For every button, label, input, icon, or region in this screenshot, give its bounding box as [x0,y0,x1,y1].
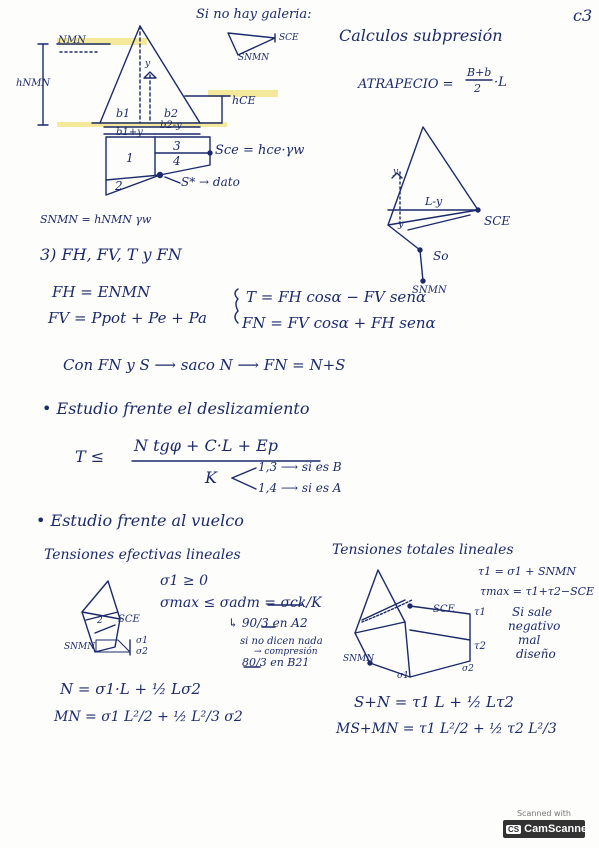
label-right-sce: SCE [433,604,455,615]
note-compresion: → compresión [254,647,318,657]
label-y-right-2: y [398,219,404,230]
label-hce: hCE [232,94,256,107]
camscanner-badge [503,809,592,839]
label-atrapecio-den: 2 [474,82,481,95]
note-b21: 80/3 en B21 [242,656,310,669]
label-atrapecio-num: B+b [467,66,492,79]
title-tensiones-efectivas: Tensiones efectivas lineales [44,547,241,563]
title-calculos-subpresion: Calculos subpresión [339,26,503,45]
eq-k: K [205,468,217,487]
label-sce-right: SCE [484,214,511,228]
eq-con-fn: Con FN y S ⟶ saco N ⟶ FN = N+S [63,356,346,374]
eq-n: N = σ1·L + ½ Lσ2 [60,680,201,698]
camscanner-brand-label: CamScanner [524,823,592,835]
eq-sigma-max: σmax ≤ σadm = σck/K [160,595,322,611]
eq-sigma1: σ1 ≥ 0 [160,573,209,589]
eq-k-1-4: 1,4 ⟶ si es A [258,481,342,495]
label-region-1: 1 [126,151,134,165]
label-b1: b1 [116,107,131,120]
scanned-with-label: Scanned with [516,809,572,818]
eq-tau1: τ1 = σ1 + SNMN [478,565,577,578]
heading-overturning: • Estudio frente al vuelco [36,511,244,530]
eq-fn: FN = FV cosα + FH senα [242,314,436,332]
eq-sliding-numerator: N tgφ + C·L + Ep [134,436,278,455]
eq-fv: FV = Ppot + Pe + Pa [48,309,207,327]
heading-section-3: 3) FH, FV, T y FN [40,245,182,264]
eq-s-plus-n: S+N = τ1 L + ½ Lτ2 [354,693,514,711]
label-right-t2: τ2 [474,641,486,652]
label-hnmm: hNMN [16,78,51,89]
label-region-3: 3 [173,139,181,153]
label-right-t1: τ1 [474,607,486,618]
label-y-right: y [393,167,399,177]
eq-tau-max: τmax = τ1+τ2−SCE [480,585,595,598]
corner-mark: c3 [573,6,593,25]
label-so: So [433,249,449,263]
label-b2: b2 [164,107,179,120]
eq-mn: MN = σ1 L²/2 + ½ L²/3 σ2 [54,709,243,725]
label-nmm: NMN [58,35,86,46]
label-atrapecio: ATRAPECIO = [358,77,454,92]
label-right-s2: σ2 [462,664,474,674]
label-snmm-eq: SNMN = hNMN γw [40,213,152,226]
label-sx-dato: S* → dato [181,175,240,189]
note-si-sale: Si sale [512,605,553,619]
note-diseno: diseño [516,647,556,661]
label-b1y: b1+y [116,127,143,138]
dam-diagram-top-left [38,26,278,195]
note-mal: mal [518,633,541,647]
label-l-minus-y: L-y [425,195,443,208]
label-left-s1: σ1 [136,636,148,646]
label-snmm-small: SNMN [238,53,270,63]
label-left-sce: SCE [118,614,140,625]
eq-ms-plus-mn: MS+MN = τ1 L²/2 + ½ τ2 L²/3 [336,721,557,737]
note-negativo: negativo [508,619,561,633]
label-snmm-right: SNMN [412,285,447,296]
eq-t-le: T ≤ [75,447,105,466]
eq-t: T = FH cosα − FV senα [246,288,427,306]
label-y-top: y [145,59,151,69]
label-left-2: 2 [97,616,103,626]
note-a2: ↳ 90/3 en A2 [228,616,308,630]
label-region-4: 4 [173,154,181,168]
label-left-s2: σ2 [136,647,148,657]
label-sce-eq: Sce = hce·γw [215,143,305,158]
heading-sliding: • Estudio frente el deslizamiento [42,399,310,418]
label-left-snmm: SNMN [64,642,96,652]
label-b2y: b2-y [160,120,182,131]
camscanner-brand [503,820,592,838]
label-region-2: 2 [115,179,123,193]
label-atrapecio-l: ·L [494,75,507,90]
eq-k-1-3: 1,3 ⟶ si es B [258,460,342,474]
label-right-snmm: SNMN [343,654,375,664]
eq-fh: FH = ENMN [52,283,151,301]
camscanner-logo-icon: CS [508,824,520,834]
note-si-no-dicen: si no dicen nada [240,636,323,647]
label-sce-small: SCE [279,33,299,43]
label-si-no-hay-galeria: Si no hay galeria: [196,7,312,22]
title-tensiones-totales: Tensiones totales lineales [332,542,514,558]
label-right-s1: σ1 [397,671,409,681]
